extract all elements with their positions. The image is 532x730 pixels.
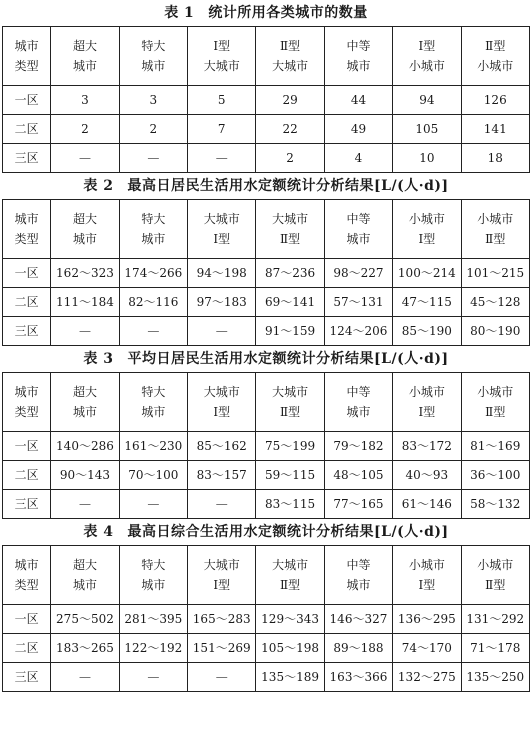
header-line: 中等 <box>346 212 371 226</box>
table-row <box>3 144 530 173</box>
header-line: 特大 <box>141 212 166 226</box>
header-row <box>3 200 530 259</box>
table-cell: 10 <box>393 144 461 173</box>
table-cell: 44 <box>324 86 392 115</box>
table-number: 表 3 <box>83 351 114 367</box>
header-cell <box>393 546 461 605</box>
header-line: 小城市 <box>408 59 445 73</box>
header-line: 超大 <box>72 39 97 53</box>
header-line: 大城市 <box>203 385 240 399</box>
table-cell: 141 <box>461 115 529 144</box>
table-cell: 101～215 <box>461 259 529 288</box>
table-cell: 36～100 <box>461 461 529 490</box>
table-row <box>3 634 530 663</box>
table-cell: 165～283 <box>188 605 256 634</box>
table-cell: 124～206 <box>324 317 392 346</box>
header-cell <box>256 200 324 259</box>
table-cell: 83～172 <box>393 432 461 461</box>
table-cell: 4 <box>324 144 392 173</box>
row-label-cell: 一区 <box>3 259 51 288</box>
table-cell: 174～266 <box>119 259 187 288</box>
table-row <box>3 461 530 490</box>
header-line: Ⅱ型 <box>279 39 301 53</box>
header-line: Ⅱ型 <box>485 232 506 246</box>
table-cell: 70～100 <box>119 461 187 490</box>
table-cell: — <box>51 317 119 346</box>
header-line: 大城市 <box>272 212 309 226</box>
table-cell: 83～115 <box>256 490 324 519</box>
header-cell-city-type <box>3 373 51 432</box>
table-row <box>3 605 530 634</box>
header-cell <box>461 546 529 605</box>
header-line: 城市 <box>141 578 166 592</box>
table-row <box>3 663 530 692</box>
header-line: Ⅰ型 <box>213 405 231 419</box>
table-cell: — <box>188 317 256 346</box>
header-line: 城市 <box>141 232 166 246</box>
header-line: 超大 <box>72 385 97 399</box>
header-cell <box>119 27 187 86</box>
header-line: 中等 <box>346 385 371 399</box>
table-cell: 100～214 <box>393 259 461 288</box>
table-cell: 162～323 <box>51 259 119 288</box>
header-cell <box>256 27 324 86</box>
header-line: 城市 <box>346 232 371 246</box>
header-line: Ⅱ型 <box>279 578 301 592</box>
table-cell: 2 <box>51 115 119 144</box>
row-label-cell: 三区 <box>3 317 51 346</box>
table-cell: 151～269 <box>188 634 256 663</box>
table-cell: 97～183 <box>188 288 256 317</box>
header-cell <box>393 200 461 259</box>
table-row <box>3 490 530 519</box>
header-cell <box>188 200 256 259</box>
table-cell: 136～295 <box>393 605 461 634</box>
table-cell: 90～143 <box>51 461 119 490</box>
table-cell: 105 <box>393 115 461 144</box>
table-cell: 58～132 <box>461 490 529 519</box>
table-cell: 87～236 <box>256 259 324 288</box>
table-cell: 82～116 <box>119 288 187 317</box>
header-cell <box>51 373 119 432</box>
header-cell <box>324 373 392 432</box>
data-table <box>2 26 530 173</box>
header-line: 类型 <box>14 59 39 73</box>
header-cell <box>51 200 119 259</box>
data-table <box>2 199 530 346</box>
row-label-cell: 三区 <box>3 663 51 692</box>
header-line: 中等 <box>346 558 371 572</box>
header-line: 类型 <box>14 578 39 592</box>
header-line: 大城市 <box>203 212 240 226</box>
header-cell <box>393 373 461 432</box>
table-cell: 85～162 <box>188 432 256 461</box>
header-line: 城市 <box>14 212 39 226</box>
header-line: 特大 <box>141 385 166 399</box>
table-cell: 48～105 <box>324 461 392 490</box>
header-line: 小城市 <box>477 212 514 226</box>
header-line: 小城市 <box>477 59 514 73</box>
table-cell: 3 <box>51 86 119 115</box>
row-label-cell: 二区 <box>3 115 51 144</box>
table-cell: 85～190 <box>393 317 461 346</box>
table-cell: — <box>119 663 187 692</box>
table-cell: 80～190 <box>461 317 529 346</box>
table-row <box>3 86 530 115</box>
header-cell <box>256 546 324 605</box>
table-cell: 131～292 <box>461 605 529 634</box>
table-caption <box>2 346 530 372</box>
header-line: Ⅱ型 <box>279 232 301 246</box>
header-line: 城市 <box>72 59 97 73</box>
header-cell <box>51 27 119 86</box>
header-row <box>3 27 530 86</box>
table-cell: — <box>188 144 256 173</box>
header-cell <box>119 373 187 432</box>
header-line: Ⅰ型 <box>213 578 231 592</box>
data-table <box>2 372 530 519</box>
table-cell: 61～146 <box>393 490 461 519</box>
table-cell: 40～93 <box>393 461 461 490</box>
table-cell: 75～199 <box>256 432 324 461</box>
table-cell: 57～131 <box>324 288 392 317</box>
table-row <box>3 259 530 288</box>
table-cell: 89～188 <box>324 634 392 663</box>
header-line: 大城市 <box>272 59 309 73</box>
table-caption <box>2 173 530 199</box>
header-line: Ⅱ型 <box>485 405 506 419</box>
header-row <box>3 373 530 432</box>
header-line: Ⅰ型 <box>418 232 436 246</box>
table-number: 表 1 <box>164 5 195 21</box>
table-cell: 18 <box>461 144 529 173</box>
table-title: 统计所用各类城市的数量 <box>208 5 368 21</box>
table-cell: 47～115 <box>393 288 461 317</box>
table-cell: 122～192 <box>119 634 187 663</box>
header-cell-city-type <box>3 27 51 86</box>
table-row <box>3 317 530 346</box>
header-cell <box>119 546 187 605</box>
table-cell: — <box>51 490 119 519</box>
header-line: 小城市 <box>408 558 445 572</box>
row-label-cell: 一区 <box>3 605 51 634</box>
header-cell <box>119 200 187 259</box>
header-line: Ⅰ型 <box>418 578 436 592</box>
table-cell: 163～366 <box>324 663 392 692</box>
table-cell: 79～182 <box>324 432 392 461</box>
header-line: 小城市 <box>408 385 445 399</box>
row-label-cell: 三区 <box>3 144 51 173</box>
table-cell: 105～198 <box>256 634 324 663</box>
header-cell <box>461 200 529 259</box>
header-line: 城市 <box>346 405 371 419</box>
table-cell: 7 <box>188 115 256 144</box>
table-cell: 91～159 <box>256 317 324 346</box>
header-line: 城市 <box>346 578 371 592</box>
header-cell <box>256 373 324 432</box>
header-line: 小城市 <box>408 212 445 226</box>
header-line: Ⅱ型 <box>485 578 506 592</box>
header-cell-city-type <box>3 200 51 259</box>
header-cell <box>188 373 256 432</box>
table-cell: 3 <box>119 86 187 115</box>
header-line: 类型 <box>14 405 39 419</box>
header-line: Ⅰ型 <box>213 39 231 53</box>
header-line: 特大 <box>141 558 166 572</box>
header-line: 大城市 <box>203 558 240 572</box>
header-cell <box>461 373 529 432</box>
table-cell: 111～184 <box>51 288 119 317</box>
table-row <box>3 115 530 144</box>
table-cell: 59～115 <box>256 461 324 490</box>
header-line: 城市 <box>14 558 39 572</box>
header-line: 城市 <box>72 405 97 419</box>
header-cell <box>324 546 392 605</box>
table-caption <box>2 0 530 26</box>
table-cell: 94～198 <box>188 259 256 288</box>
table-cell: 135～250 <box>461 663 529 692</box>
table-cell: 132～275 <box>393 663 461 692</box>
header-line: 中等 <box>346 39 371 53</box>
table-cell: 126 <box>461 86 529 115</box>
table-cell: 281～395 <box>119 605 187 634</box>
table-cell: 135～189 <box>256 663 324 692</box>
header-line: 超大 <box>72 558 97 572</box>
data-table <box>2 545 530 692</box>
table-cell: — <box>119 490 187 519</box>
header-cell <box>188 27 256 86</box>
table-number: 表 4 <box>83 524 114 540</box>
table-title: 最高日居民生活用水定额统计分析结果[L/(人·d)] <box>127 178 449 194</box>
row-label-cell: 二区 <box>3 634 51 663</box>
header-line: 超大 <box>72 212 97 226</box>
header-cell <box>188 546 256 605</box>
header-line: 城市 <box>346 59 371 73</box>
table-cell: — <box>119 317 187 346</box>
tables-container <box>2 0 530 692</box>
header-line: 城市 <box>141 405 166 419</box>
table-title: 平均日居民生活用水定额统计分析结果[L/(人·d)] <box>127 351 449 367</box>
table-cell: 140～286 <box>51 432 119 461</box>
table-cell: 71～178 <box>461 634 529 663</box>
table-cell: 5 <box>188 86 256 115</box>
table-cell: — <box>119 144 187 173</box>
row-label-cell: 一区 <box>3 86 51 115</box>
header-line: 大城市 <box>272 385 309 399</box>
table-cell: 29 <box>256 86 324 115</box>
table-row <box>3 288 530 317</box>
table-title: 最高日综合生活用水定额统计分析结果[L/(人·d)] <box>127 524 449 540</box>
table-cell: 2 <box>256 144 324 173</box>
table-row <box>3 432 530 461</box>
table-cell: 129～343 <box>256 605 324 634</box>
header-line: 城市 <box>72 578 97 592</box>
header-line: 类型 <box>14 232 39 246</box>
header-line: 城市 <box>141 59 166 73</box>
table-cell: 81～169 <box>461 432 529 461</box>
header-cell <box>324 200 392 259</box>
table-cell: — <box>51 663 119 692</box>
header-line: Ⅱ型 <box>279 405 301 419</box>
header-line: 城市 <box>14 385 39 399</box>
table-cell: — <box>188 663 256 692</box>
table-cell: 146～327 <box>324 605 392 634</box>
table-number: 表 2 <box>83 178 114 194</box>
row-label-cell: 二区 <box>3 461 51 490</box>
header-cell <box>393 27 461 86</box>
table-cell: 45～128 <box>461 288 529 317</box>
header-line: 小城市 <box>477 385 514 399</box>
header-cell <box>324 27 392 86</box>
table-cell: 94 <box>393 86 461 115</box>
header-line: 大城市 <box>272 558 309 572</box>
header-cell <box>51 546 119 605</box>
table-cell: 83～157 <box>188 461 256 490</box>
table-cell: 161～230 <box>119 432 187 461</box>
table-cell: 49 <box>324 115 392 144</box>
table-cell: 98～227 <box>324 259 392 288</box>
table-cell: 275～502 <box>51 605 119 634</box>
row-label-cell: 三区 <box>3 490 51 519</box>
table-cell: — <box>51 144 119 173</box>
table-cell: 2 <box>119 115 187 144</box>
header-line: Ⅰ型 <box>418 39 436 53</box>
table-cell: — <box>188 490 256 519</box>
row-label-cell: 一区 <box>3 432 51 461</box>
table-cell: 69～141 <box>256 288 324 317</box>
header-line: 小城市 <box>477 558 514 572</box>
header-cell <box>461 27 529 86</box>
table-caption <box>2 519 530 545</box>
table-cell: 22 <box>256 115 324 144</box>
row-label-cell: 二区 <box>3 288 51 317</box>
header-line: 城市 <box>14 39 39 53</box>
header-line: 特大 <box>141 39 166 53</box>
table-cell: 74～170 <box>393 634 461 663</box>
header-cell-city-type <box>3 546 51 605</box>
header-line: Ⅰ型 <box>213 232 231 246</box>
header-line: 城市 <box>72 232 97 246</box>
header-line: Ⅰ型 <box>418 405 436 419</box>
header-row <box>3 546 530 605</box>
table-cell: 183～265 <box>51 634 119 663</box>
header-line: 大城市 <box>203 59 240 73</box>
table-cell: 77～165 <box>324 490 392 519</box>
header-line: Ⅱ型 <box>485 39 506 53</box>
